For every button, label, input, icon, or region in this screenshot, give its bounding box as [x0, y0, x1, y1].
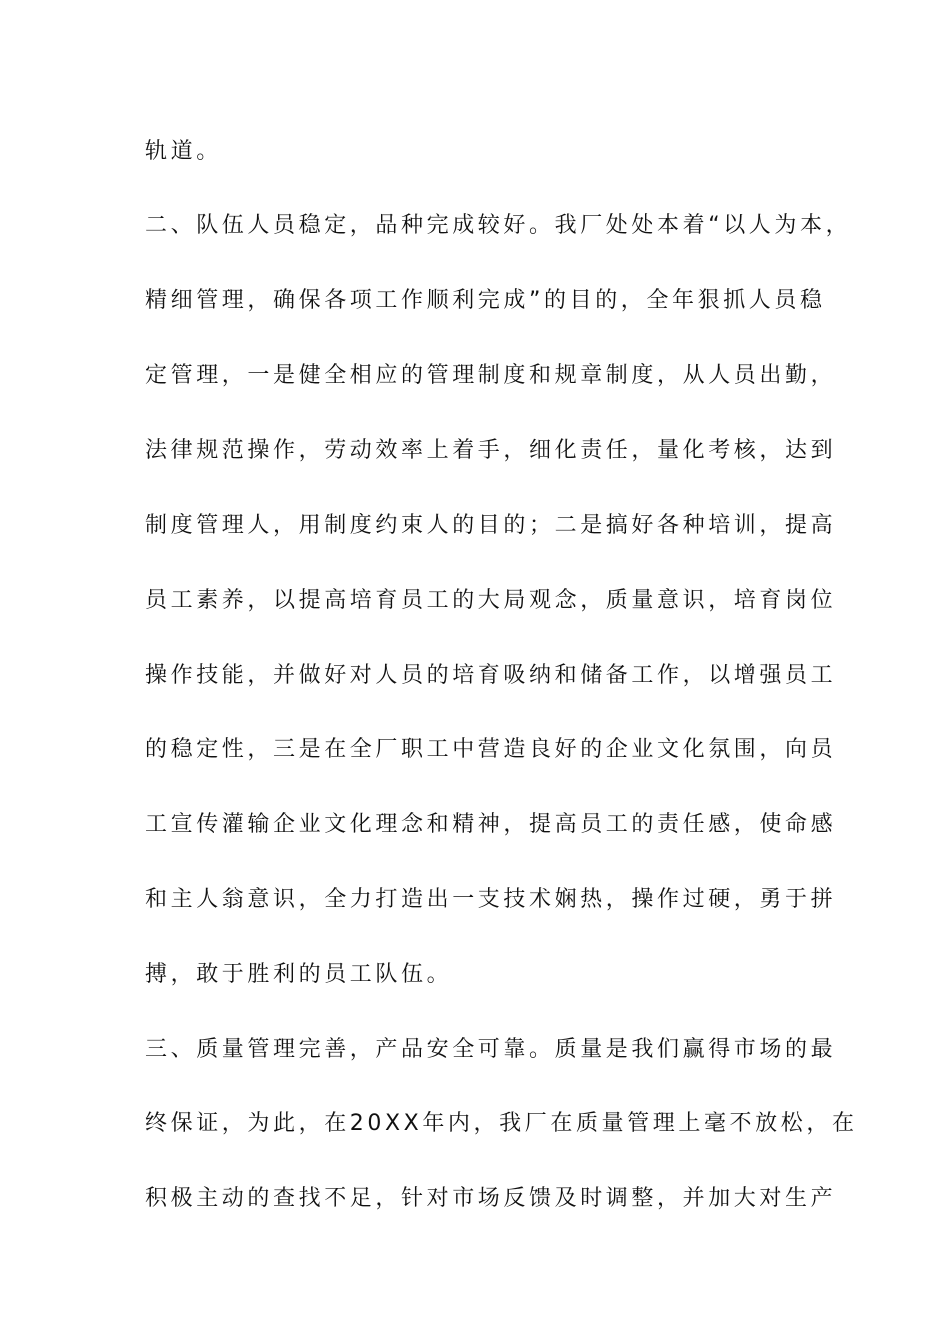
- text-line: 员工素养，以提高培育员工的大局观念，质量意识，培育岗位: [145, 588, 837, 613]
- text-line: 法律规范操作，劳动效率上着手，细化责任，量化考核，达到: [145, 438, 837, 463]
- text-line: 精细管理，确保各项工作顺利完成”的目的，全年狠抓人员稳: [145, 288, 826, 313]
- text-line: 制度管理人，用制度约束人的目的；二是搞好各种培训，提高: [145, 513, 837, 538]
- text-line: 工宣传灌输企业文化理念和精神，提高员工的责任感，使命感: [145, 812, 837, 837]
- text-line: 三、质量管理完善，产品安全可靠。质量是我们赢得市场的最: [145, 1037, 837, 1062]
- text-line: 定管理，一是健全相应的管理制度和规章制度，从人员出勤，: [145, 363, 837, 388]
- text-line: 操作技能，并做好对人员的培育吸纳和储备工作，以增强员工: [145, 663, 837, 688]
- text-line: 积极主动的查找不足，针对市场反馈及时调整，并加大对生产: [145, 1186, 837, 1211]
- text-line: 轨道。: [145, 139, 222, 164]
- text-line: 搏，敢于胜利的员工队伍。: [145, 962, 453, 987]
- text-line: 终保证，为此，在20XX年内，我厂在质量管理上毫不放松，在: [145, 1111, 858, 1136]
- text-line: 的稳定性，三是在全厂职工中营造良好的企业文化氛围，向员: [145, 737, 837, 762]
- text-line: 和主人翁意识，全力打造出一支技术娴热，操作过硬，勇于拼: [145, 887, 837, 912]
- text-line: 二、队伍人员稳定，品种完成较好。我厂处处本着“以人为本，: [145, 213, 852, 238]
